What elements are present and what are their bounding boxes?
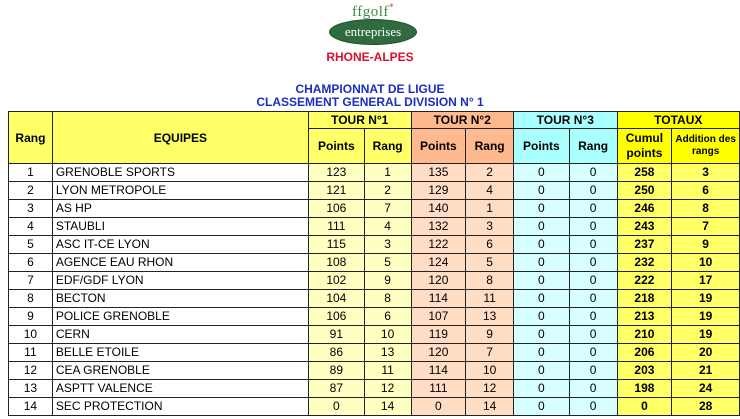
header-tour1-rang: Rang xyxy=(364,129,411,164)
tour3-points-cell: 0 xyxy=(514,398,570,416)
addition-rangs-cell: 28 xyxy=(672,398,740,416)
cumul-points-cell: 250 xyxy=(617,182,672,200)
tour1-rank-cell: 4 xyxy=(364,218,411,236)
header-equipes: EQUIPES xyxy=(52,112,308,164)
tour2-points-cell: 119 xyxy=(411,326,466,344)
addition-rangs-cell: 10 xyxy=(672,254,740,272)
tour1-rank-cell: 10 xyxy=(364,326,411,344)
tour3-rank-cell: 0 xyxy=(569,344,617,362)
tour1-points-cell: 87 xyxy=(308,380,364,398)
tour3-points-cell: 0 xyxy=(514,200,570,218)
rank-cell: 3 xyxy=(9,200,53,218)
table-row xyxy=(9,290,740,308)
rank-cell: 8 xyxy=(9,290,53,308)
rank-cell: 9 xyxy=(9,308,53,326)
tour3-rank-cell: 0 xyxy=(569,254,617,272)
tour1-rank-cell: 3 xyxy=(364,236,411,254)
tour2-points-cell: 129 xyxy=(411,182,466,200)
tour2-rank-cell: 3 xyxy=(466,218,514,236)
table-row xyxy=(9,272,740,290)
tour1-points-cell: 121 xyxy=(308,182,364,200)
tour1-rank-cell: 1 xyxy=(364,164,411,182)
table-row xyxy=(9,326,740,344)
tour3-rank-cell: 0 xyxy=(569,236,617,254)
ranking-title: CLASSEMENT GENERAL DIVISION N° 1 xyxy=(256,95,484,109)
tour1-points-cell: 123 xyxy=(308,164,364,182)
tour3-points-cell: 0 xyxy=(514,326,570,344)
team-name-cell: LYON METROPOLE xyxy=(52,182,308,200)
tour2-rank-cell: 9 xyxy=(466,326,514,344)
tour3-points-cell: 0 xyxy=(514,182,570,200)
header-rang: Rang xyxy=(9,112,53,164)
tour2-points-cell: 122 xyxy=(411,236,466,254)
ranking-table xyxy=(8,111,740,416)
tour3-points-cell: 0 xyxy=(514,344,570,362)
cumul-points-cell: 218 xyxy=(617,290,672,308)
tour3-points-cell: 0 xyxy=(514,236,570,254)
rank-cell: 10 xyxy=(9,326,53,344)
team-name-cell: BELLE ETOILE xyxy=(52,344,308,362)
team-name-cell: ASC IT-CE LYON xyxy=(52,236,308,254)
tour3-rank-cell: 0 xyxy=(569,164,617,182)
tour3-rank-cell: 0 xyxy=(569,362,617,380)
addition-rangs-cell: 20 xyxy=(672,344,740,362)
tour1-rank-cell: 8 xyxy=(364,290,411,308)
tour1-points-cell: 104 xyxy=(308,290,364,308)
cumul-points-cell: 246 xyxy=(617,200,672,218)
tour2-rank-cell: 11 xyxy=(466,290,514,308)
tour2-rank-cell: 7 xyxy=(466,344,514,362)
tour2-points-cell: 120 xyxy=(411,344,466,362)
tour2-rank-cell: 5 xyxy=(466,254,514,272)
team-name-cell: AS HP xyxy=(52,200,308,218)
rank-cell: 7 xyxy=(9,272,53,290)
table-row xyxy=(9,380,740,398)
cumul-points-cell: 203 xyxy=(617,362,672,380)
championship-title: CHAMPIONNAT DE LIGUE xyxy=(295,82,445,96)
tour2-points-cell: 120 xyxy=(411,272,466,290)
tour2-rank-cell: 10 xyxy=(466,362,514,380)
header-tour3-rang: Rang xyxy=(569,129,617,164)
tour2-rank-cell: 13 xyxy=(466,308,514,326)
tour1-points-cell: 106 xyxy=(308,308,364,326)
tour2-rank-cell: 2 xyxy=(466,164,514,182)
header-addition-rangs: Addition des rangs xyxy=(672,129,740,164)
addition-rangs-cell: 17 xyxy=(672,272,740,290)
tour3-points-cell: 0 xyxy=(514,164,570,182)
cumul-points-cell: 210 xyxy=(617,326,672,344)
team-name-cell: ASPTT VALENCE xyxy=(52,380,308,398)
addition-rangs-cell: 9 xyxy=(672,236,740,254)
cumul-points-cell: 237 xyxy=(617,236,672,254)
team-name-cell: EDF/GDF LYON xyxy=(52,272,308,290)
header-tour1: TOUR N°1 xyxy=(308,112,411,129)
tour2-points-cell: 135 xyxy=(411,164,466,182)
tour3-points-cell: 0 xyxy=(514,308,570,326)
rank-cell: 12 xyxy=(9,362,53,380)
tour2-rank-cell: 14 xyxy=(466,398,514,416)
tour2-rank-cell: 6 xyxy=(466,236,514,254)
rank-cell: 6 xyxy=(9,254,53,272)
ffgolf-entreprises-logo xyxy=(318,2,428,44)
tour1-points-cell: 111 xyxy=(308,218,364,236)
tour3-rank-cell: 0 xyxy=(569,218,617,236)
cumul-points-cell: 258 xyxy=(617,164,672,182)
tour1-points-cell: 86 xyxy=(308,344,364,362)
table-row xyxy=(9,164,740,182)
tour3-rank-cell: 0 xyxy=(569,308,617,326)
team-name-cell: POLICE GRENOBLE xyxy=(52,308,308,326)
tour3-rank-cell: 0 xyxy=(569,182,617,200)
header-tour3: TOUR N°3 xyxy=(514,112,618,129)
team-name-cell: CERN xyxy=(52,326,308,344)
cumul-points-cell: 0 xyxy=(617,398,672,416)
tour1-rank-cell: 2 xyxy=(364,182,411,200)
addition-rangs-cell: 21 xyxy=(672,362,740,380)
tour1-points-cell: 102 xyxy=(308,272,364,290)
addition-rangs-cell: 7 xyxy=(672,218,740,236)
tour2-rank-cell: 1 xyxy=(466,200,514,218)
header-cumul-points: Cumul points xyxy=(617,129,672,164)
tour1-points-cell: 0 xyxy=(308,398,364,416)
tour3-points-cell: 0 xyxy=(514,380,570,398)
header-tour3-points: Points xyxy=(514,129,570,164)
tour1-rank-cell: 14 xyxy=(364,398,411,416)
cumul-points-cell: 243 xyxy=(617,218,672,236)
header-tour2-rang: Rang xyxy=(466,129,514,164)
tour2-points-cell: 140 xyxy=(411,200,466,218)
addition-rangs-cell: 8 xyxy=(672,200,740,218)
tour3-points-cell: 0 xyxy=(514,290,570,308)
addition-rangs-cell: 19 xyxy=(672,326,740,344)
team-name-cell: CEA GRENOBLE xyxy=(52,362,308,380)
tour1-points-cell: 106 xyxy=(308,200,364,218)
header-totaux: TOTAUX xyxy=(617,112,739,129)
logo-brand: ffgolf* xyxy=(352,2,394,20)
tour3-points-cell: 0 xyxy=(514,272,570,290)
ranking-rows xyxy=(9,164,740,416)
header-tour2-points: Points xyxy=(411,129,466,164)
header-tour2: TOUR N°2 xyxy=(411,112,514,129)
team-name-cell: BECTON xyxy=(52,290,308,308)
table-row xyxy=(9,308,740,326)
addition-rangs-cell: 19 xyxy=(672,308,740,326)
tour1-points-cell: 108 xyxy=(308,254,364,272)
rank-cell: 11 xyxy=(9,344,53,362)
addition-rangs-cell: 3 xyxy=(672,164,740,182)
logo-entreprises-oval: entreprises xyxy=(330,20,416,44)
tour1-rank-cell: 6 xyxy=(364,308,411,326)
rank-cell: 2 xyxy=(9,182,53,200)
rank-cell: 4 xyxy=(9,218,53,236)
cumul-points-cell: 198 xyxy=(617,380,672,398)
team-name-cell: SEC PROTECTION xyxy=(52,398,308,416)
cumul-points-cell: 232 xyxy=(617,254,672,272)
tour2-points-cell: 132 xyxy=(411,218,466,236)
team-name-cell: AGENCE EAU RHON xyxy=(52,254,308,272)
tour3-rank-cell: 0 xyxy=(569,380,617,398)
table-row xyxy=(9,200,740,218)
tour3-points-cell: 0 xyxy=(514,362,570,380)
tour1-rank-cell: 7 xyxy=(364,200,411,218)
tour1-rank-cell: 11 xyxy=(364,362,411,380)
tour1-points-cell: 89 xyxy=(308,362,364,380)
region-title: RHONE-ALPES xyxy=(326,50,414,64)
rank-cell: 14 xyxy=(9,398,53,416)
tour1-points-cell: 115 xyxy=(308,236,364,254)
addition-rangs-cell: 19 xyxy=(672,290,740,308)
addition-rangs-cell: 24 xyxy=(672,380,740,398)
tour2-points-cell: 124 xyxy=(411,254,466,272)
tour3-rank-cell: 0 xyxy=(569,326,617,344)
tour2-points-cell: 107 xyxy=(411,308,466,326)
team-name-cell: GRENOBLE SPORTS xyxy=(52,164,308,182)
tour3-points-cell: 0 xyxy=(514,254,570,272)
tour1-points-cell: 91 xyxy=(308,326,364,344)
tour2-rank-cell: 4 xyxy=(466,182,514,200)
table-row xyxy=(9,236,740,254)
tour1-rank-cell: 9 xyxy=(364,272,411,290)
addition-rangs-cell: 6 xyxy=(672,182,740,200)
team-name-cell: STAUBLI xyxy=(52,218,308,236)
tour2-points-cell: 0 xyxy=(411,398,466,416)
table-row xyxy=(9,362,740,380)
tour2-rank-cell: 12 xyxy=(466,380,514,398)
tour3-rank-cell: 0 xyxy=(569,398,617,416)
table-row xyxy=(9,344,740,362)
rank-cell: 1 xyxy=(9,164,53,182)
tour3-rank-cell: 0 xyxy=(569,272,617,290)
tour1-rank-cell: 5 xyxy=(364,254,411,272)
tour3-rank-cell: 0 xyxy=(569,200,617,218)
tour1-rank-cell: 13 xyxy=(364,344,411,362)
cumul-points-cell: 213 xyxy=(617,308,672,326)
table-row xyxy=(9,254,740,272)
tour1-rank-cell: 12 xyxy=(364,380,411,398)
table-row xyxy=(9,398,740,416)
tour2-rank-cell: 8 xyxy=(466,272,514,290)
tour2-points-cell: 114 xyxy=(411,290,466,308)
rank-cell: 13 xyxy=(9,380,53,398)
rank-cell: 5 xyxy=(9,236,53,254)
tour3-points-cell: 0 xyxy=(514,218,570,236)
header-tour1-points: Points xyxy=(308,129,364,164)
table-row xyxy=(9,182,740,200)
tour3-rank-cell: 0 xyxy=(569,290,617,308)
cumul-points-cell: 206 xyxy=(617,344,672,362)
tour2-points-cell: 114 xyxy=(411,362,466,380)
table-row xyxy=(9,218,740,236)
cumul-points-cell: 222 xyxy=(617,272,672,290)
tour2-points-cell: 111 xyxy=(411,380,466,398)
